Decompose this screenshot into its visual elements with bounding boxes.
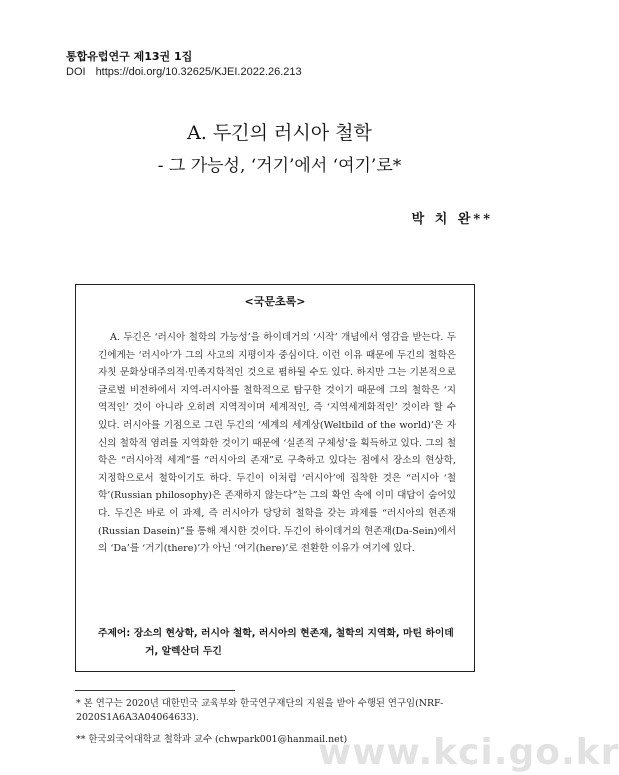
author-name: 박 치 완** — [411, 212, 493, 227]
footnote-divider — [75, 690, 235, 691]
abstract-box — [75, 284, 475, 672]
doi-line — [66, 66, 302, 78]
keywords: 주제어: 장소의 현상학, 러시아 철학, 러시아의 현존재, 철학의 지역화, 마틴 하이데거, 알렉산더 두긴 — [98, 628, 454, 657]
watermark: www.kci.go.kr — [318, 732, 619, 773]
paper-title: A. 두긴의 러시아 철학 — [187, 122, 372, 144]
journal-info: 통합유럽연구 제13권 1집 — [66, 50, 193, 63]
footnote-affiliation: ** 한국외국어대학교 철학과 교수 (chwpark001@hanmail.net) — [76, 734, 348, 745]
paper-subtitle: - 그 가능성, ‘거기’에서 ‘여기’로* — [157, 156, 402, 176]
footnote-funding: * 본 연구는 2020년 대한민국 교육부와 한국연구재단의 지원을 받아 수행된 연구임(NRF-2020S1A6A3A04064633). — [76, 698, 444, 723]
doi-link[interactable]: https://doi.org/10.32625/KJEI.2022.26.213 — [95, 66, 302, 78]
abstract-heading: <국문초록> — [244, 295, 306, 308]
doi-label: DOI — [66, 66, 86, 78]
abstract-body: A. 두긴은 ‘러시아 철학의 가능성’을 하이데거의 ‘시작’ 개념에서 영감을 받는다. 두긴에게는 ‘러시아’가 그의 사고의 지평이자 중심이다. 이런 이유 때문에 두긴의 철학은 자칫 문화상대주의적·민족지학적인 것으로 폄하될 수도 있다. 하지만 그는 기본적으로 글로벌 비전하에서 지역-러시아를 철학적으로 탐구한 것이기 때문에 그의 철학은 ‘지역적인’ 것이 아니라 오히려 지역적이며 세계적인, 즉 ‘지역세계화적인’ 것이라 할 수 있다. 러시아를 기점으로 그린 두긴의 ‘세계의 세계상(Weltbild of the world)’은 자신의 철학적 염려를 지역화한 것이기 때문에 ‘실존적 구체성’을 획득하고 있다. 그의 철학은 “러시아적 세계”를 “러시아의 존재”로 구축하고 있다는 점에서 장소의 현상학, 지정학으로서 철학이기도 하다. 두긴이 이처럼 ‘러시아’에 집착한 것은 “러시아 ‘철학’(Russian philosophy)은 존재하지 않는다”는 그의 확언 속에 이미 대답이 숨어있다. 두긴은 바로 이 과제, 즉 러시아가 당당히 철학을 갖는 과제를 “러시아의 현존재(Russian Dasein)”를 통해 제시한 것이다. 두긴이 하이데거의 현존재(Da-Sein)에서의 ‘Da’를 ‘거기(there)’가 아닌 ‘여기(here)’로 전환한 이유가 여기에 있다. — [98, 332, 456, 555]
